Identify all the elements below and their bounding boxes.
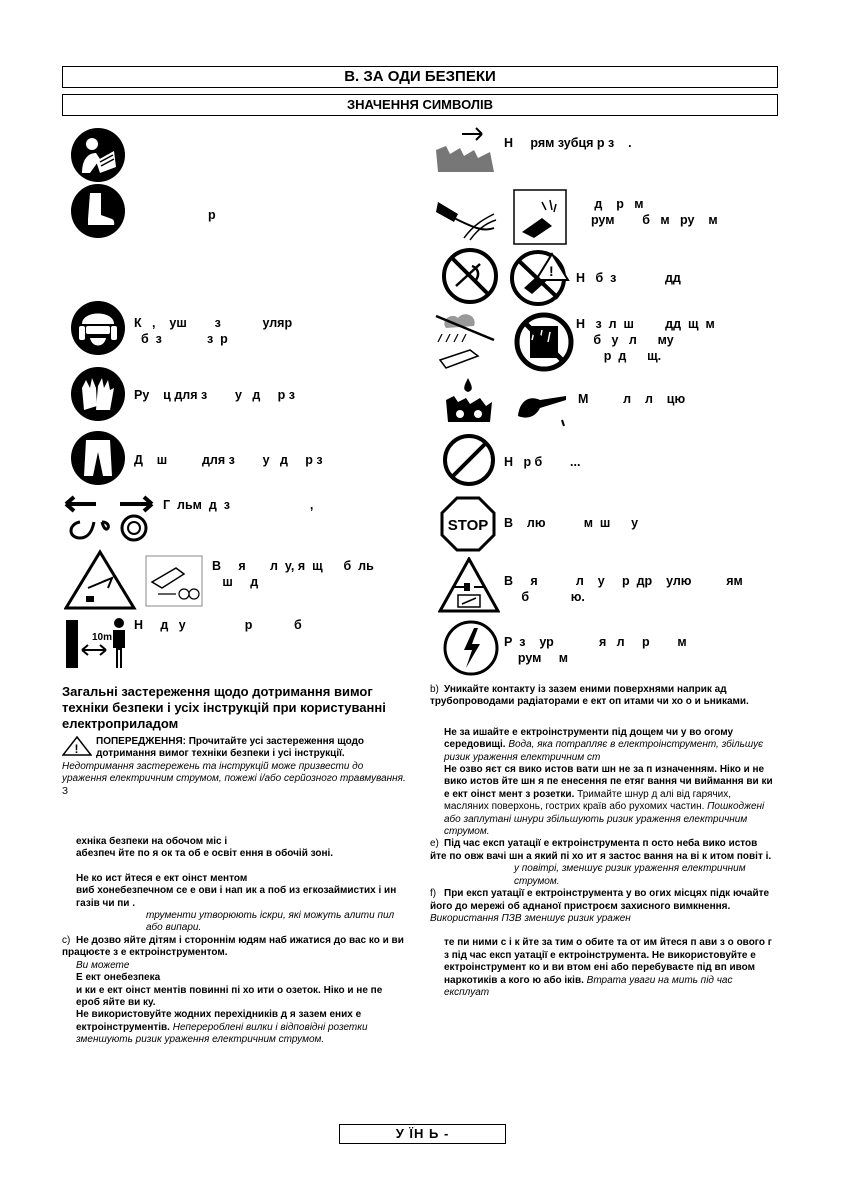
warning-paragraph bbox=[62, 736, 406, 786]
cord-text: Тримайте шнур д алі від гарячих, масляних поверхонь, гострих країв або рухомих частин. bbox=[444, 788, 732, 813]
work-area-heading: ехніка безпеки на обочом міс і bbox=[76, 836, 228, 848]
rain-italic: Вода, яка потрапляє в електроінструмент, збільшує ризик ураження електричним ст bbox=[444, 739, 764, 763]
explosive-text: виб хонебезпечном се е ови і нап ик а поб из егкозаймистих і ин газів чи пи . bbox=[76, 885, 397, 909]
outdoor-italic: у повітрі, зменшує ризик ураження електричним струмом. bbox=[514, 863, 746, 887]
cord-italic: Пошкоджені або заплутані шнури збільшують ризик ураження електричним струмом. bbox=[444, 801, 765, 838]
no-rain-icon bbox=[442, 248, 576, 306]
page-footer: У ЇН Ь - bbox=[339, 1124, 506, 1144]
children-paragraph bbox=[62, 935, 406, 960]
adapters-paragraph bbox=[62, 1009, 406, 1046]
chain-brake-warning-icon bbox=[64, 548, 204, 610]
children-bold: Не дозво яйте дітям і стороннім юдям наб ижатися до вас ко и ви працюєте з е ектроінструментом. bbox=[62, 934, 404, 959]
symbol-text-chain-brake: В я л у, я щ б ль ш д bbox=[212, 559, 374, 589]
electrical-heading: Е ект онебезпека bbox=[76, 972, 161, 984]
symbol-text-chain-direction: Н рям зубця р з . bbox=[504, 136, 632, 150]
label-f: f) bbox=[430, 888, 437, 900]
symbol-text-gloves: Ру ц для з у д р з bbox=[134, 388, 295, 402]
cord-paragraph bbox=[430, 764, 775, 838]
boots-icon bbox=[70, 183, 126, 239]
chain-direction-icon bbox=[434, 124, 500, 180]
children-italic: Ви можете bbox=[76, 959, 130, 971]
trousers-icon bbox=[70, 430, 126, 486]
label-e: e) bbox=[430, 838, 439, 850]
symbol-text-boots: р bbox=[208, 208, 216, 222]
general-warnings-title: Загальні застереження щодо дотримання вимог техніки безпеки і усіх інструкцій при користуванні електроприладом bbox=[62, 684, 386, 731]
rcd-italic: Використання ПЗВ зменшує ризик уражен bbox=[430, 912, 631, 924]
read-manual-icon bbox=[70, 127, 126, 183]
section-heading: В. ЗА ОДИ БЕЗПЕКИ bbox=[62, 66, 778, 88]
line-z: З bbox=[62, 785, 69, 797]
symbol-text-no-rain: Н б з дд bbox=[576, 271, 681, 285]
plugs-text: и ки е ект оінст ментів повинні пі хо ити о озеток. Ніко и не пе ероб яйте ви ку. bbox=[76, 984, 383, 1008]
warning-italic-text: Недотримання застережень та інструкцій може призвести до ураження електричним струмом, пожежі і/або серйозного травмування. bbox=[62, 760, 406, 785]
kickback-hazard-icon bbox=[434, 188, 568, 246]
personal-safety-paragraph bbox=[430, 937, 775, 999]
electric-shock-icon bbox=[442, 620, 500, 676]
gloves-icon bbox=[70, 366, 126, 422]
personal-safety-bold: те пи ними с і к йте за тим о обите та от им йтеся п ави з о ового г з під час експ уатації е ектроінструмента. Не використовуйте е ектроінструмент ко и ви втом ені або перебуваєте під вп ивом наркотиків а кого ю або іків. bbox=[444, 937, 772, 986]
explosive-heading: Не ко ист йтеся е ект оінст ментом bbox=[76, 872, 248, 884]
rain-bold: Не за ишайте е ектроінструменти під дощем чи у во огому середовищі. bbox=[444, 726, 734, 751]
warning-triangle-icon bbox=[62, 736, 92, 756]
unplug-warning-icon bbox=[438, 557, 500, 613]
right-column bbox=[430, 684, 775, 999]
label-c: c) bbox=[62, 934, 71, 946]
rcd-bold: При експ уатації е ектроінструмента у во огих місцях підк ючайте його до мережі об аднаної пристроєм захисного вимкнення. bbox=[430, 888, 770, 912]
outdoor-paragraph bbox=[430, 838, 775, 863]
left-column bbox=[62, 684, 406, 1047]
stop-icon bbox=[440, 496, 496, 552]
symbol-text-no-wet: Н з л ш дд щ м б у л му р д щ. bbox=[576, 317, 715, 363]
no-wet-conditions-icon bbox=[434, 310, 574, 372]
chain-oil-icon bbox=[440, 376, 570, 430]
symbol-text-chain-oil: М л л цю bbox=[578, 392, 686, 406]
distance-10m-icon bbox=[64, 614, 130, 670]
svg-text:!: ! bbox=[74, 742, 79, 756]
work-area-text: абезпеч йте по я ок та об е освіт ення в обочій зоні. bbox=[76, 848, 334, 860]
cord-bold: Не озво яєт ся вико истов вати шн не за п изначенням. Ніко и не вико истов йте шн я пе енесення пе етяг вання чи виймання ви ки е ект оінст мент з розетки. bbox=[444, 764, 773, 800]
symbol-text-unplug: В я л у р др улю ям б ю. bbox=[504, 574, 743, 604]
grounded-paragraph bbox=[430, 684, 775, 709]
symbols-heading: ЗНАЧЕННЯ СИМВОЛІВ bbox=[62, 94, 778, 116]
symbol-text-kickback: Г льм д з , bbox=[163, 498, 314, 512]
svg-text:!: ! bbox=[549, 263, 554, 279]
adapters-italic: Неперероблені вилки і відповідні розетки зменшують ризик ураження електричним струмом. bbox=[76, 1021, 368, 1046]
kickback-arrows-icon bbox=[62, 492, 158, 542]
explosive-italic: трументи утворюють іскри, які можуть алити пил або випари. bbox=[146, 910, 395, 934]
label-b: b) bbox=[430, 684, 439, 695]
symbol-text-trousers: Д ш для з у д р з bbox=[134, 453, 323, 467]
rain-paragraph bbox=[430, 727, 775, 764]
adapters-bold: Не використовуйте жодних перехідників д я зазем ених е ектроінструментів. bbox=[76, 1009, 362, 1033]
personal-safety-italic: Втрата уваги на мить під час експлуат bbox=[444, 974, 733, 998]
symbol-text-prohibition: Н р б ... bbox=[504, 455, 581, 469]
svg-text:STOP: STOP bbox=[447, 517, 489, 534]
symbol-text-stop: В лю м ш у bbox=[504, 516, 639, 530]
helmet-earmuffs-icon bbox=[70, 300, 126, 356]
symbol-text-helmet: К , уш з уляр б з з р bbox=[134, 316, 293, 346]
warning-bold-text: ПОПЕРЕДЖЕННЯ: Прочитайте усі застереження щодо дотримання вимог техніки безпеки і усі інструкції. bbox=[96, 736, 365, 760]
rcd-paragraph bbox=[430, 888, 775, 925]
symbol-text-electric-shock: Р з ур я л р м рум м bbox=[504, 635, 687, 665]
prohibition-icon bbox=[442, 433, 496, 487]
outdoor-bold: Під час експ уатації е ектроінструмента п осто неба вико истов йте по овж вачі шн а який пі хо ит я застос вання на ві к итом повіт і. bbox=[430, 838, 772, 862]
svg-text:10m: 10m bbox=[92, 632, 113, 643]
symbol-text-kickback-hazard: д р м рум б м ру м bbox=[590, 197, 718, 227]
symbol-text-distance: Н д у р б bbox=[134, 618, 302, 632]
grounded-bold: Уникайте контакту із зазем еними поверхнями наприк ад трубопроводами радіаторами е ект оп итами чи хо о и ьниками. bbox=[430, 684, 749, 708]
